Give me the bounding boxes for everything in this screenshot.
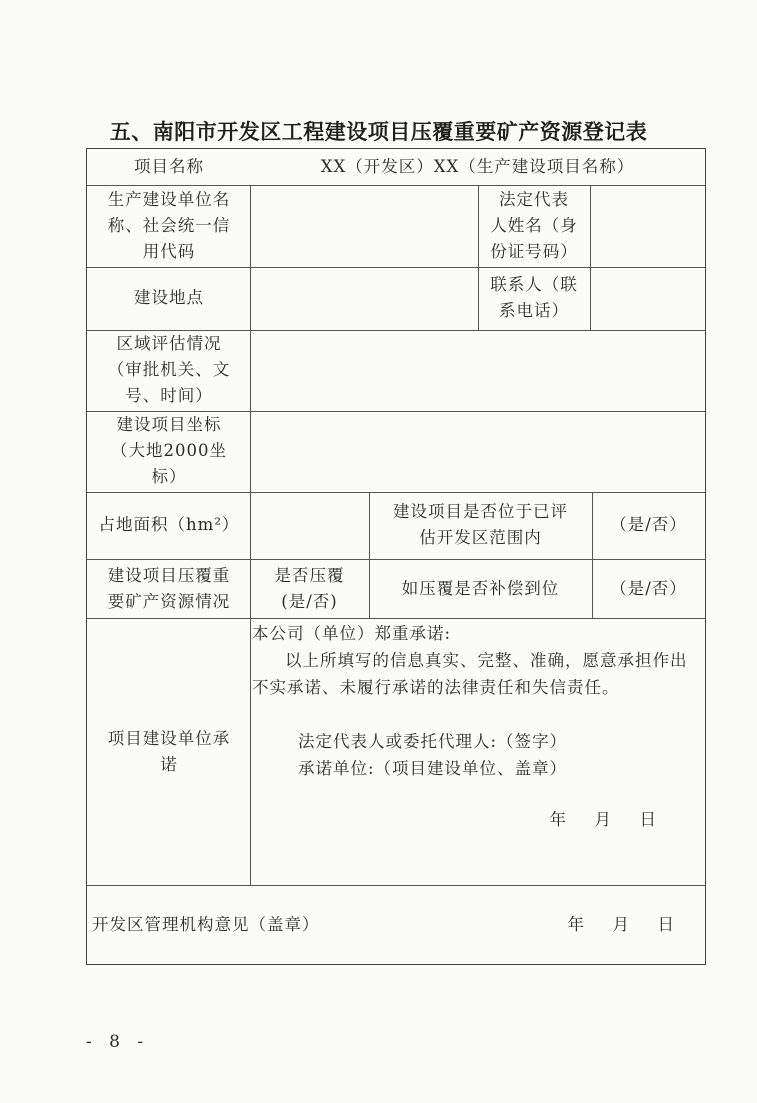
mgmt-date: 年 月 日 xyxy=(567,915,680,934)
commitment-label: 项目建设单位承 诺 xyxy=(107,729,231,774)
commitment-unit: 承诺单位:（项目建设单位、盖章） xyxy=(298,759,568,778)
commitment-signer: 法定代表人或委托代理人:（签字） xyxy=(298,732,568,751)
legal-rep-input[interactable] xyxy=(590,185,705,266)
overlay-label: 是否压覆 (是/否) xyxy=(274,565,345,611)
commitment-body: 以上所填写的信息真实、完整、准确，愿意承担作出不实承诺、未履行承诺的法律责任和失信责任。 xyxy=(252,651,688,697)
region-eval-input[interactable] xyxy=(250,330,705,410)
unit-name-label: 生产建设单位名 称、社会统一信 用代码 xyxy=(107,189,231,261)
location-input[interactable] xyxy=(250,267,478,329)
unit-name-input[interactable] xyxy=(250,185,478,266)
contact-label: 联系人（联 系电话） xyxy=(490,275,578,320)
project-name-value: XX（开发区）XX（生产建设项目名称） xyxy=(320,156,635,176)
coords-input[interactable] xyxy=(250,411,705,491)
area-input[interactable] xyxy=(250,492,369,558)
in-zone-label: 建设项目是否位于已评 估开发区范围内 xyxy=(393,502,568,547)
mineral-label: 建设项目压覆重 要矿产资源情况 xyxy=(107,565,231,611)
legal-rep-label: 法定代表 人姓名（身 份证号码） xyxy=(490,189,578,261)
form-title: 五、南阳市开发区工程建设项目压覆重要矿产资源登记表 xyxy=(109,120,648,144)
contact-input[interactable] xyxy=(590,267,705,329)
commitment-date: 年 月 日 xyxy=(549,810,662,829)
location-label: 建设地点 xyxy=(134,288,204,307)
compensation-label: 如压覆是否补偿到位 xyxy=(401,578,560,598)
commitment-text xyxy=(252,620,702,833)
coords-label: 建设项目坐标 （大地2000坐 标） xyxy=(111,415,227,486)
project-name-label: 项目名称 xyxy=(134,156,204,176)
compensation-value: （是/否） xyxy=(610,578,687,598)
commitment-intro: 本公司（单位）郑重承诺: xyxy=(252,624,452,643)
area-label: 占地面积（hm²） xyxy=(98,515,240,534)
mgmt-opinion-label: 开发区管理机构意见（盖章） xyxy=(92,915,320,934)
in-zone-value: （是/否） xyxy=(610,515,687,534)
page-number: - 8 - xyxy=(86,1032,150,1052)
region-eval-label: 区域评估情况 （审批机关、文 号、时间） xyxy=(107,334,231,405)
